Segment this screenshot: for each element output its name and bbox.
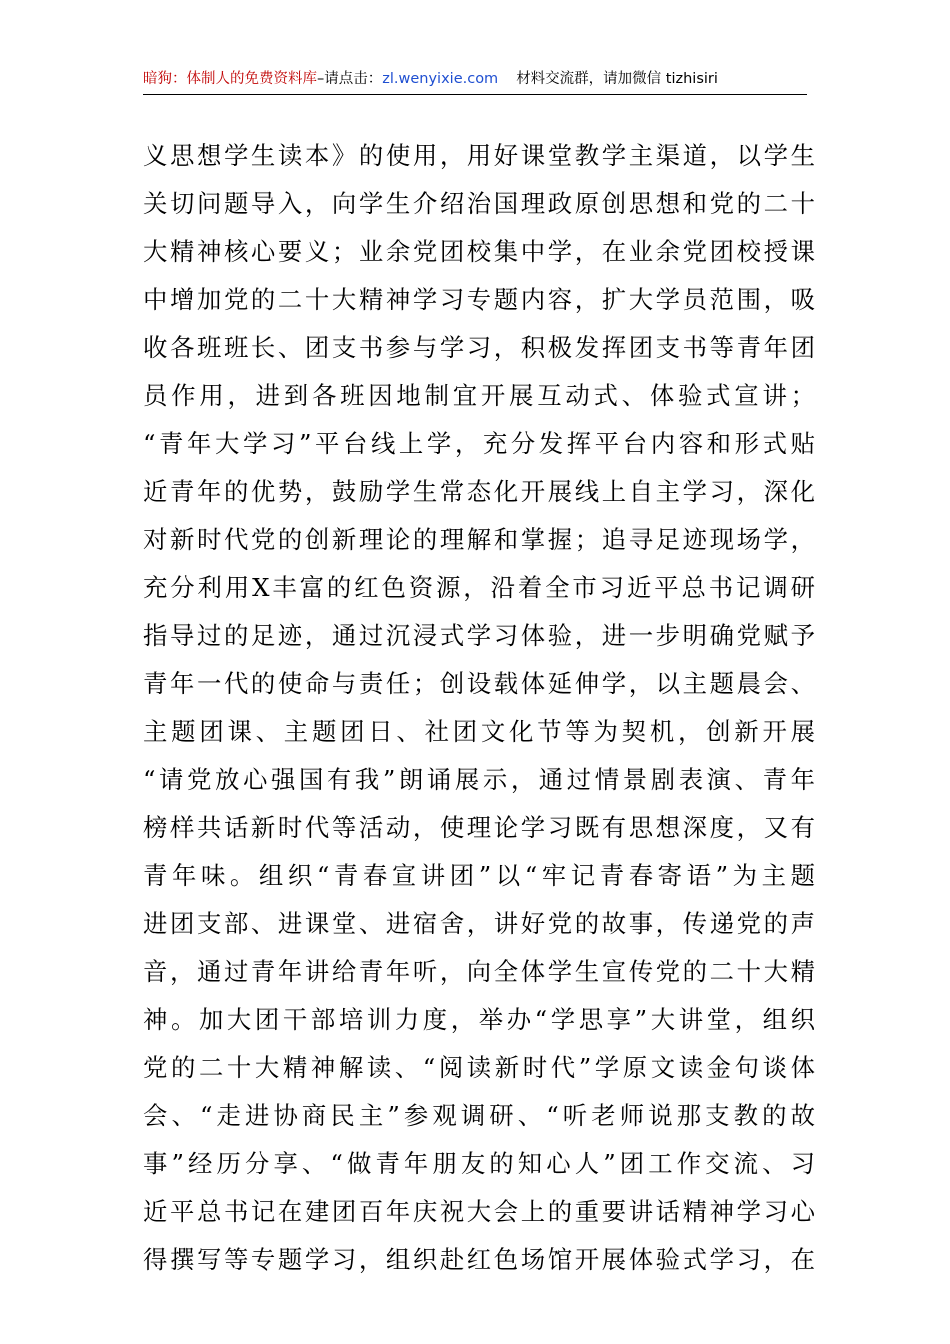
header-site-title: 暗狗：体制人的免费资料库: [143, 71, 317, 87]
body-line: 大精神核心要义；业余党团校集中学，在业余党团校授课: [143, 237, 815, 266]
body-line: “青年大学习”平台线上学，充分发挥平台内容和形式贴: [143, 429, 815, 458]
body-line: 员作用，进到各班因地制宜开展互动式、体验式宣讲；: [143, 381, 815, 410]
body-line: 收各班班长、团支书参与学习，积极发挥团支书等青年团: [143, 333, 815, 362]
body-line: 事”经历分享、“做青年朋友的知心人”团工作交流、习: [143, 1149, 815, 1178]
document-body: [143, 132, 815, 1284]
body-line: 主题团课、主题团日、社团文化节等为契机，创新开展: [143, 717, 815, 746]
body-line: 会、“走进协商民主”参观调研、“听老师说那支教的故: [143, 1101, 815, 1130]
body-line: 义思想学生读本》的使用，用好课堂教学主渠道，以学生: [143, 141, 815, 170]
body-line: 榜样共话新时代等活动，使理论学习既有思想深度，又有: [143, 813, 815, 842]
body-line: 青年味。组织“青春宣讲团”以“牢记青春寄语”为主题: [143, 861, 815, 890]
body-line: 近青年的优势，鼓励学生常态化开展线上自主学习，深化: [143, 477, 815, 506]
header-click-label: –请点击：: [317, 71, 383, 87]
header-divider: [143, 94, 807, 95]
body-line: 得撰写等专题学习，组织赴红色场馆开展体验式学习，在: [143, 1245, 815, 1274]
body-line: 充分利用X丰富的红色资源，沿着全市习近平总书记调研: [143, 573, 815, 602]
body-line: 中增加党的二十大精神学习专题内容，扩大学员范围，吸: [143, 285, 815, 314]
body-line: 音，通过青年讲给青年听，向全体学生宣传党的二十大精: [143, 957, 815, 986]
body-line: 青年一代的使命与责任；创设载体延伸学，以主题晨会、: [143, 669, 815, 698]
header-wechat-note: 材料交流群，请加微信 tizhisiri: [516, 71, 718, 87]
body-line: “请党放心强国有我”朗诵展示，通过情景剧表演、青年: [143, 765, 815, 794]
body-line: 指导过的足迹，通过沉浸式学习体验，进一步明确党赋予: [143, 621, 815, 650]
page-header: [143, 66, 807, 92]
body-line: 党的二十大精神解读、“阅读新时代”学原文读金句谈体: [143, 1053, 815, 1082]
body-line: 对新时代党的创新理论的理解和掌握；追寻足迹现场学，: [143, 525, 815, 554]
body-line: 近平总书记在建团百年庆祝大会上的重要讲话精神学习心: [143, 1197, 815, 1226]
header-url-link[interactable]: zl.wenyixie.com: [382, 71, 499, 87]
body-line: 神。加大团干部培训力度，举办“学思享”大讲堂，组织: [143, 1005, 815, 1034]
body-line: 进团支部、进课堂、进宿舍，讲好党的故事，传递党的声: [143, 909, 815, 938]
body-line: 关切问题导入，向学生介绍治国理政原创思想和党的二十: [143, 189, 815, 218]
